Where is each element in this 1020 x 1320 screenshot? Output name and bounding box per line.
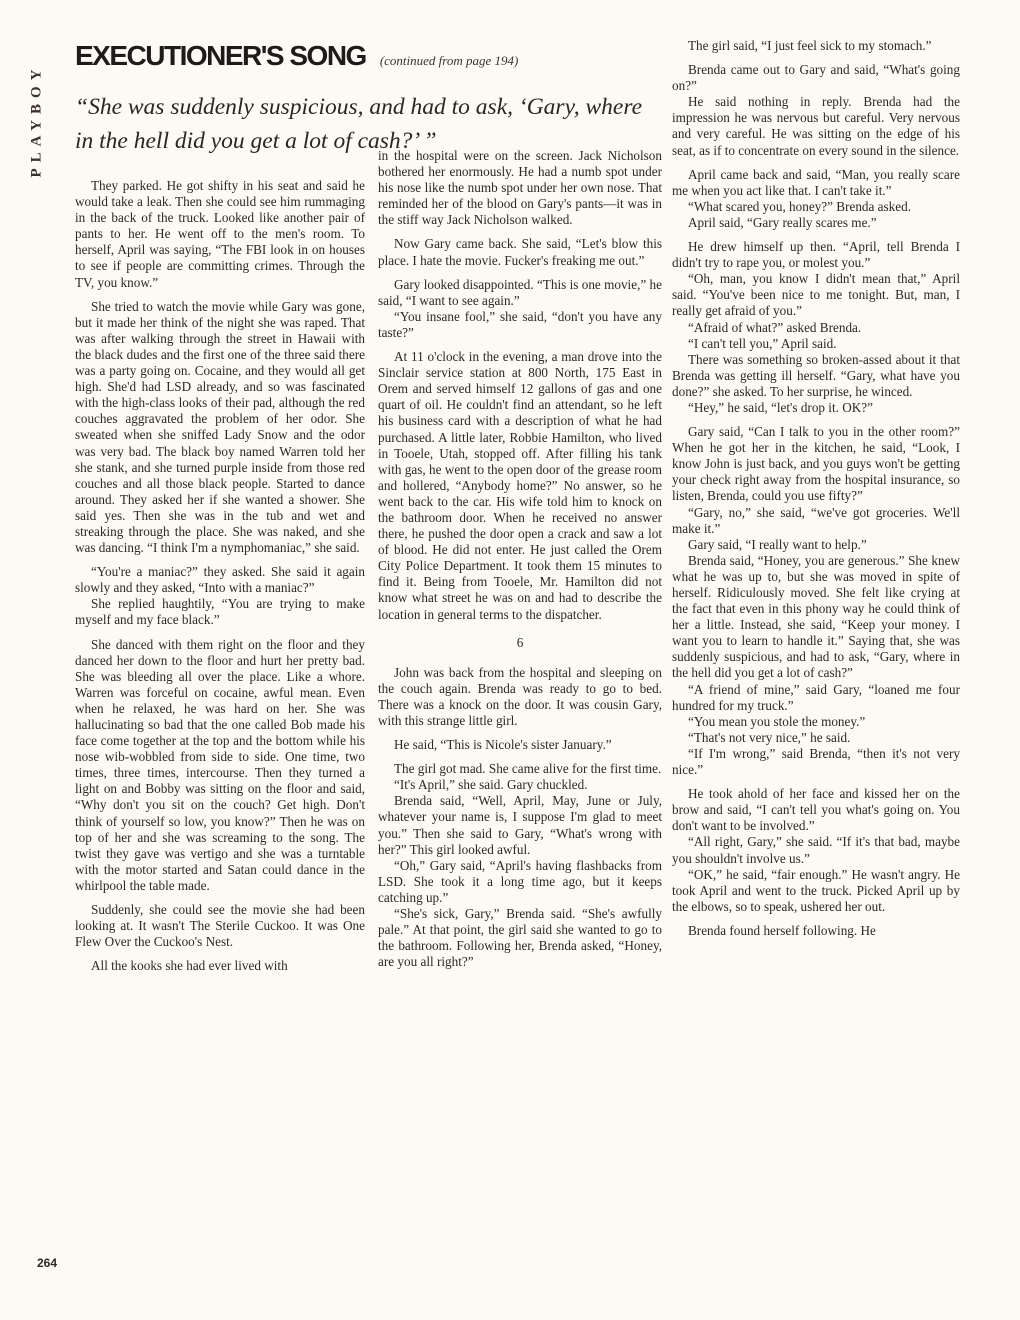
paragraph: John was back from the hospital and sleeping on the couch again. Brenda was ready to go to bed. There was a knock on the door. It was cousin Gary, with this strange little girl. (378, 664, 662, 728)
paragraph: “OK,” he said, “fair enough.” He wasn't angry. He took April and went to the truck. Picked April up by the elbows, so to speak, ushered her out. (672, 866, 960, 914)
paragraph: She replied haughtily, “You are trying to make myself and my face black.” (75, 596, 365, 628)
paragraph: Brenda came out to Gary and said, “What's going on?” (672, 62, 960, 94)
paragraph: “Oh, man, you know I didn't mean that,” April said. “You've been nice to me tonight. But, man, I really get afraid of you.” (672, 271, 960, 319)
paragraph: “Oh,” Gary said, “April's having flashbacks from LSD. She took it a long time ago, but it keeps catching up.” (378, 857, 662, 905)
paragraph: “I can't tell you,” April said. (688, 335, 837, 351)
paragraph: Brenda said, “Well, April, May, June or July, whatever your name is, I suppose I'm glad to meet you.” Then she said to Gary, “What's wrong with her?” This girl looked awful. (378, 793, 662, 857)
paragraph: Gary said, “Can I talk to you in the other room?” When he got her in the kitchen, he said, “Look, I know John is just back, and you guys won't be getting your check right away from the hospital insurance, so listen, Brenda, could you use fifty?” (672, 424, 960, 504)
paragraph: Brenda found herself following. He (688, 922, 876, 938)
paragraph: “All right, Gary,” she said. “If it's that bad, maybe you shouldn't involve us.” (672, 834, 960, 866)
magazine-name-vertical (22, 40, 52, 200)
paragraph: They parked. He got shifty in his seat and said he would take a leak. Then she could see him rummaging in the back of the truck. Looked like another pair of pants to her. He went off to the men's room. To herself, April was saying, “The FBI look in on houses to see if people are committing crimes. Through the TV, you know.” (75, 178, 365, 290)
paragraph: April came back and said, “Man, you really scare me when you act like that. I can't take it.” (672, 166, 960, 198)
paragraph: She tried to watch the movie while Gary was gone, but it made her think of the night she was raped. That was after walking through the street in Hawaii with the black dudes and the first one of the three said there was a party going on. Cocaine, and they would all get high. She'd had LSD already, and so was fascinated with the high-class looks of their pad, although the red couches aggravated the problem of her odor. She sweated when she sniffed Lady Snow and the odor was very bad. The black boy named Warren told her she stank, and she turned purple inside from those red couches and all those black people. Started to dance around. They asked her if she wanted a shower. She said yes. Then she was in the tub and wet and streaking through the place. She was naked, and she was dancing. “I think I'm a nymphomaniac,” she said. (75, 298, 365, 556)
paragraph: Suddenly, she could see the movie she had been looking at. It wasn't The Sterile Cuckoo. It was One Flew Over the Cuckoo's Nest. (75, 902, 365, 950)
paragraph: “It's April,” she said. Gary chuckled. (394, 777, 588, 793)
paragraph: “You're a maniac?” they asked. She said it again slowly and they asked, “Into with a maniac?” (75, 564, 365, 596)
paragraph: “She's sick, Gary,” Brenda said. “She's awfully pale.” At that point, the girl said she wanted to go to the bathroom. Following her, Brenda asked, “Honey, are you all right?” (378, 906, 662, 970)
paragraph: She danced with them right on the floor and they danced her down to the floor and hurt her pretty bad. She was bleeding all over the place. Like a whore. Warren was forceful on cocaine, awful mean. Even when he relaxed, he was hard on her. She was hallucinating so bad that the one called Bob made his face come together at the top and the bottom while his nose wib-wobbled from side to side. One time, two times, three times, intercourse. Then they turned a light on and Bobby was sitting on the floor and said, “Why don't you sit on the couch? Get high. Don't think of yourself so low, you know?” Then he was on top of her and she was screaming to the song. The twist they gave was vertigo and she was a turntable with the motor started and Satan could dance in the whirlpool the table made. (75, 636, 365, 893)
paragraph: Brenda said, “Honey, you are generous.” She knew what he was up to, but she was moved in spite of herself. Ridiculously moved. She felt like crying at the fact that even in this phony way he could think of her a little. Instead, she said, “Keep your money. I want you to learn to handle it.” Saying that, she was suddenly suspicious, and had to ask, “Gary, where in the hell did you get a lot of cash?” (672, 552, 960, 681)
paragraph: He drew himself up then. “April, tell Brenda I didn't try to rape you, or molest you.” (672, 239, 960, 271)
paragraph: “That's not very nice,” he said. (688, 729, 851, 745)
column-3 (672, 38, 960, 947)
paragraph: There was something so broken-assed about it that Brenda was getting ill herself. “Gary, what have you done?” she asked. To her surprise, he winced. (672, 351, 960, 399)
paragraph: “If I'm wrong,” said Brenda, “then it's not very nice.” (672, 745, 960, 778)
paragraph: The girl said, “I just feel sick to my stomach.” (688, 38, 932, 53)
paragraph: All the kooks she had ever lived with (91, 958, 288, 974)
paragraph: At 11 o'clock in the evening, a man drove into the Sinclair service station at 800 North, 175 East in Orem and served himself 12 gallons of gas and one quart of oil. He couldn't find an attendant, so he left his business card with a description of what he had purchased. A little later, Robbie Hamilton, who lived in Tooele, Utah, stopped off. After filling his tank with gas, he went to the open door of the grease room and hollered, “Anybody home?” No answer, so he went back to the car. His wife told him to knock on the bathroom door. When he received no answer there, he pushed the door open a crack and saw a lot of blood. He did not enter. He just called the Orem City Police Department. It took them 15 minutes to find it. Being from Tooele, Mr. Hamilton did not know what street he was on and had to describe the location in general terms to the dispatcher. (378, 349, 662, 622)
paragraph: in the hospital were on the screen. Jack Nicholson bothered her enormously. He had a numb spot under his nose like the numb spot under her own nose. That reminded her of the blood on Gary's pants—it was in the stiff way Jack Nicholson walked. (378, 148, 662, 228)
paragraph: “Hey,” he said, “let's drop it. OK?” (688, 399, 873, 415)
magazine-name: PLAYBOY (28, 63, 45, 177)
paragraph: Now Gary came back. She said, “Let's blow this place. I hate the movie. Fucker's freaking me out.” (378, 236, 662, 268)
paragraph: April said, “Gary really scares me.” (688, 214, 877, 230)
page-number: 264 (37, 1256, 58, 1270)
section-number: 6 (516, 634, 524, 650)
paragraph: Gary looked disappointed. “This is one movie,” he said, “I want to see again.” (378, 276, 662, 308)
continued-note: (continued from page 194) (379, 53, 519, 68)
paragraph: “A friend of mine,” said Gary, “loaned me four hundred for my truck.” (672, 681, 960, 713)
paragraph: He said nothing in reply. Brenda had the impression he was nervous but careful. Very nervous and very careful. He was sitting on the edge of his seat, as if to concentrate on every sound in the silence. (672, 94, 960, 158)
paragraph: Gary said, “I really want to help.” (688, 536, 867, 552)
paragraph: “You mean you stole the money.” (688, 713, 866, 729)
paragraph: “Afraid of what?” asked Brenda. (688, 319, 862, 335)
article-header (75, 40, 665, 72)
column-2 (378, 148, 662, 970)
column-1 (75, 178, 365, 982)
paragraph: “You insane fool,” she said, “don't you have any taste?” (378, 308, 662, 340)
paragraph: “Gary, no,” she said, “we've got groceries. We'll make it.” (672, 504, 960, 536)
paragraph: He said, “This is Nicole's sister January.” (394, 737, 612, 753)
paragraph: The girl got mad. She came alive for the first time. (394, 761, 662, 777)
paragraph: “What scared you, honey?” Brenda asked. (688, 198, 911, 214)
article-title: EXECUTIONER'S SONG (75, 40, 366, 71)
paragraph: He took ahold of her face and kissed her on the brow and said, “I can't tell you what's going on. You don't want to be involved.” (672, 786, 960, 834)
pull-quote: “She was suddenly suspicious, and had to ask, ‘Gary, where in the hell did you get a lot of cash?’ ” (75, 94, 643, 154)
